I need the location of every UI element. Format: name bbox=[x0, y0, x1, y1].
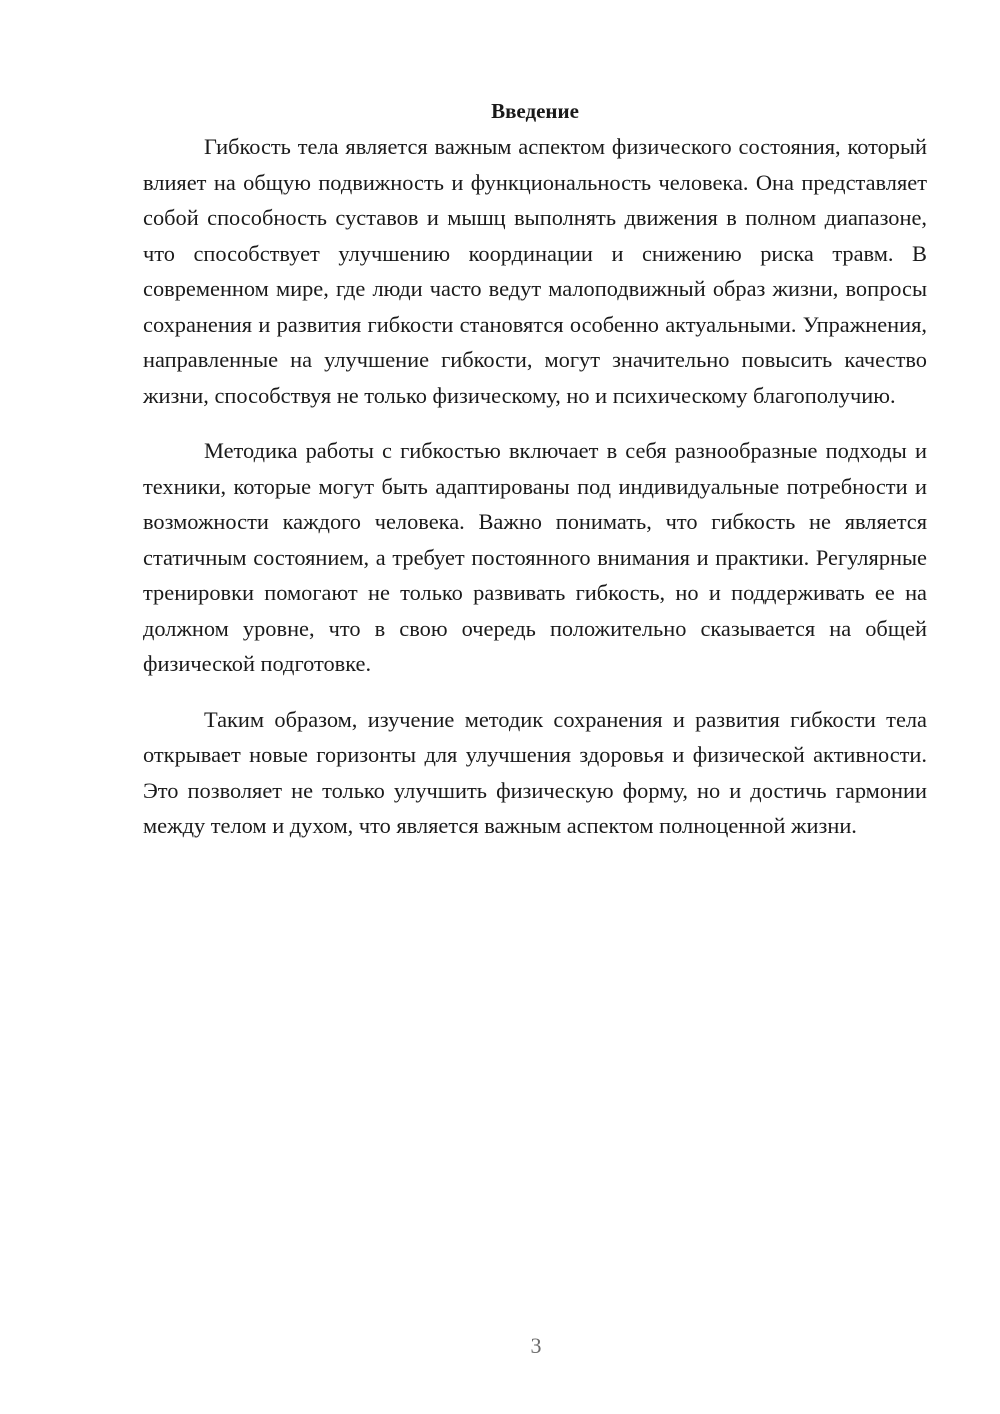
section-heading: Введение bbox=[491, 99, 579, 123]
paragraph-2: Методика работы с гибкостью включает в себя разнообразные подходы и техники, которые могут быть адаптированы под индивидуальные потребности и возможности каждого человека. Важно понимать, что гибкость не является статичным состоянием, а требует постоянного внимания и практики. Регулярные тренировки помогают не только развивать гибкость, но и поддерживать ее на должном уровне, что в свою очередь положительно сказывается на общей физической подготовке. bbox=[143, 438, 927, 676]
page-number: 3 bbox=[530, 1333, 542, 1358]
document-body bbox=[143, 94, 927, 844]
paragraph-1: Гибкость тела является важным аспектом физического состояния, который влияет на общую подвижность и функциональность человека. Она представляет собой способность суставов и мышц выполнять движения в полном диапазоне, что способствует улучшению координации и снижению риска травм. В современном мире, где люди часто ведут малоподвижный образ жизни, вопросы сохранения и развития гибкости становятся особенно актуальными. Упражнения, направленные на улучшение гибкости, могут значительно повысить качество жизни, способствуя не только физическому, но и психическому благополучию. bbox=[143, 134, 927, 408]
paragraph-3: Таким образом, изучение методик сохранения и развития гибкости тела открывает новые горизонты для улучшения здоровья и физической активности. Это позволяет не только улучшить физическую форму, но и достичь гармонии между телом и духом, что является важным аспектом полноценной жизни. bbox=[143, 706, 927, 838]
